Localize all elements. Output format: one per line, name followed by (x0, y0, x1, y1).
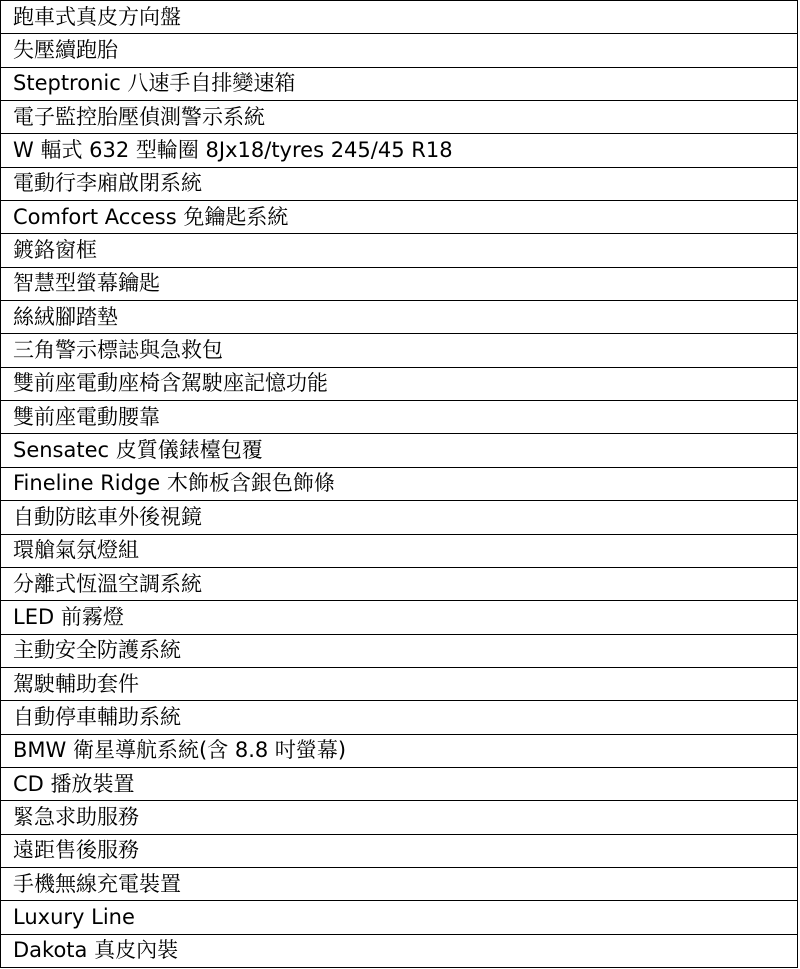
feature-cell: Dakota 真皮內裝 (1, 934, 798, 967)
feature-cell: 分離式恆溫空調系統 (1, 567, 798, 600)
table-row (1, 201, 798, 234)
feature-cell: Fineline Ridge 木飾板含銀色飾條 (1, 467, 798, 500)
table-row (1, 1, 798, 34)
table-row (1, 901, 798, 934)
table-row (1, 834, 798, 867)
feature-cell: 跑車式真皮方向盤 (1, 1, 798, 34)
feature-cell: 主動安全防護系統 (1, 634, 798, 667)
feature-cell: CD 播放裝置 (1, 767, 798, 800)
feature-cell: 電子監控胎壓偵測警示系統 (1, 101, 798, 134)
feature-cell: 雙前座電動座椅含駕駛座記憶功能 (1, 367, 798, 400)
table-row (1, 801, 798, 834)
table-row (1, 534, 798, 567)
table-row (1, 867, 798, 900)
table-row (1, 701, 798, 734)
table-row (1, 67, 798, 100)
feature-cell: W 輻式 632 型輪圈 8Jx18/tyres 245/45 R18 (1, 134, 798, 167)
feature-table-body (1, 1, 798, 968)
table-row (1, 301, 798, 334)
table-row (1, 467, 798, 500)
feature-cell: Luxury Line (1, 901, 798, 934)
feature-cell: 手機無線充電裝置 (1, 867, 798, 900)
feature-cell: 電動行李廂啟閉系統 (1, 167, 798, 200)
table-row (1, 667, 798, 700)
table-row (1, 767, 798, 800)
feature-cell: LED 前霧燈 (1, 601, 798, 634)
table-row (1, 434, 798, 467)
feature-cell: 自動停車輔助系統 (1, 701, 798, 734)
feature-cell: BMW 衛星導航系統(含 8.8 吋螢幕) (1, 734, 798, 767)
feature-cell: 鍍鉻窗框 (1, 234, 798, 267)
table-row (1, 334, 798, 367)
feature-cell: 自動防眩車外後視鏡 (1, 501, 798, 534)
table-row (1, 367, 798, 400)
feature-cell: Comfort Access 免鑰匙系統 (1, 201, 798, 234)
table-row (1, 634, 798, 667)
feature-cell: 雙前座電動腰靠 (1, 401, 798, 434)
feature-cell: Steptronic 八速手自排變速箱 (1, 67, 798, 100)
table-row (1, 167, 798, 200)
table-row (1, 267, 798, 300)
table-row (1, 934, 798, 967)
table-row (1, 401, 798, 434)
feature-cell: 三角警示標誌與急救包 (1, 334, 798, 367)
feature-cell: Sensatec 皮質儀錶檯包覆 (1, 434, 798, 467)
feature-cell: 緊急求助服務 (1, 801, 798, 834)
table-row (1, 501, 798, 534)
table-row (1, 601, 798, 634)
table-row (1, 567, 798, 600)
table-row (1, 101, 798, 134)
table-row (1, 134, 798, 167)
table-row (1, 734, 798, 767)
feature-cell: 失壓續跑胎 (1, 34, 798, 67)
feature-cell: 環艙氣氛燈組 (1, 534, 798, 567)
table-row (1, 34, 798, 67)
feature-cell: 遠距售後服務 (1, 834, 798, 867)
feature-cell: 絲絨腳踏墊 (1, 301, 798, 334)
table-row (1, 234, 798, 267)
feature-cell: 智慧型螢幕鑰匙 (1, 267, 798, 300)
feature-cell: 駕駛輔助套件 (1, 667, 798, 700)
